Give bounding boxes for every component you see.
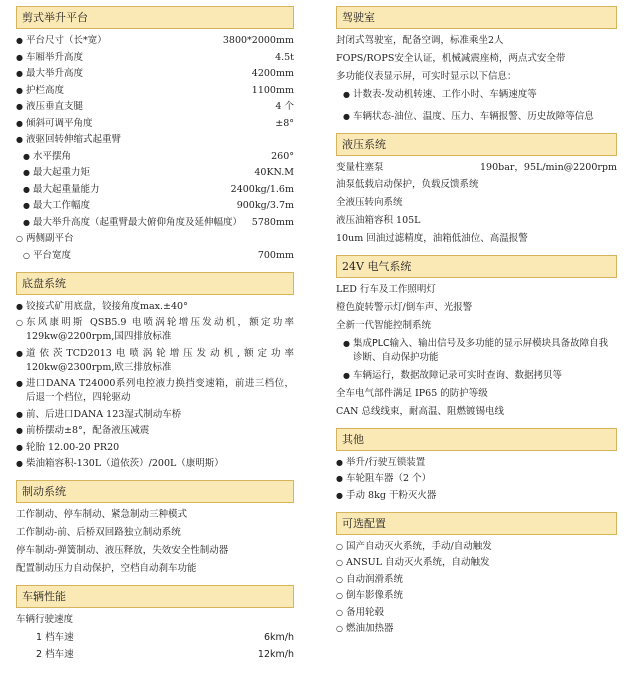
spec-value: 40KN.M <box>254 167 294 178</box>
spec-label: 水平摆角 <box>33 150 72 162</box>
list-item <box>336 540 617 554</box>
electrical-lines-2 <box>336 387 617 419</box>
list-item-text: 前、后进口DANA 123湿式制动车桥 <box>26 408 182 420</box>
hollow-bullet-icon: ○ <box>23 250 30 260</box>
spec-value: 1100mm <box>251 84 294 96</box>
filled-bullet-icon: ● <box>16 301 23 311</box>
list-item-text: 轮胎 12.00-20 PR20 <box>26 441 120 453</box>
list-item-text: 车轮阻车器（2 个） <box>346 473 432 484</box>
cab-section <box>336 6 617 124</box>
list-item <box>336 489 617 503</box>
filled-bullet-icon: ● <box>16 52 23 62</box>
text-line: 封闭式驾驶室，配备空调，标准乘坐2人 <box>336 35 504 46</box>
filled-bullet-icon: ● <box>16 426 23 435</box>
spec-value: 5780mm <box>251 216 294 228</box>
spec-row <box>16 84 294 98</box>
filled-bullet-icon: ● <box>16 379 23 388</box>
section-header-platform: 剪式举升平台 <box>16 6 294 29</box>
list-item-text: 手动 8kg 干粉灭火器 <box>346 489 437 501</box>
cab-lines <box>336 34 617 84</box>
spec-value: 2400kg/1.6m <box>230 183 294 195</box>
filled-bullet-icon: ● <box>336 490 343 500</box>
list-item <box>16 377 294 405</box>
filled-bullet-icon: ● <box>23 201 30 210</box>
section-header-brake: 制动系统 <box>16 480 294 503</box>
spec-row <box>16 232 294 246</box>
list-item-text: ANSUL 自动灭火系统，自动触发 <box>346 557 490 568</box>
spec-row <box>16 67 294 81</box>
spec-row <box>16 133 294 147</box>
gear-value: 12km/h <box>257 648 294 660</box>
hydraulic-section <box>336 133 617 246</box>
text-line: 配置制动压力自动保护，空档自动刹车功能 <box>16 563 197 574</box>
list-item-text: 东风康明斯 QSB5.9 电喷涡轮增压发动机，额定功率129kw@2200rpm,国四排放标准 <box>26 317 294 342</box>
hollow-bullet-icon: ○ <box>336 624 343 633</box>
spec-value: 4200mm <box>251 68 294 79</box>
list-item-text: 集成PLC输入、输出信号及多功能的显示屏模块具备故障自我诊断、自动保护功能 <box>353 337 609 363</box>
list-item <box>336 369 617 383</box>
filled-bullet-icon: ● <box>343 112 350 121</box>
text-line: 橙色旋转警示灯/倒车声、光报警 <box>336 301 473 313</box>
text-line: 多功能仪表显示屏，可实时显示以下信息： <box>336 71 517 82</box>
list-item <box>16 408 294 422</box>
spec-row <box>16 199 294 213</box>
cab-display-items <box>336 88 617 124</box>
list-item <box>336 88 617 102</box>
hollow-bullet-icon: ○ <box>336 607 343 617</box>
spec-value: 3800*2000mm <box>222 35 294 46</box>
chassis-spec-list <box>16 300 294 472</box>
filled-bullet-icon: ● <box>23 168 30 177</box>
spec-row <box>16 51 294 65</box>
list-item <box>336 337 617 365</box>
filled-bullet-icon: ● <box>16 85 23 95</box>
spec-label: 平台尺寸（长*宽） <box>26 35 107 46</box>
platform-section <box>16 6 294 263</box>
text-line: 全液压转向系统 <box>336 196 403 208</box>
gear-value: 6km/h <box>263 632 294 643</box>
section-header-other: 其他 <box>336 428 617 451</box>
list-item <box>16 316 294 344</box>
filled-bullet-icon: ● <box>16 348 23 358</box>
spec-value: 900kg/3.7m <box>236 200 294 211</box>
spec-label: 倾斜可调平角度 <box>26 117 93 129</box>
section-header-optional: 可选配置 <box>336 512 617 535</box>
list-item-text: 计数表-发动机转速、工作小时、车辆速度等 <box>353 89 537 100</box>
text-line: 全新一代智能控制系统 <box>336 319 432 331</box>
list-item <box>336 456 617 470</box>
list-item-text: 自动润滑系统 <box>346 573 404 585</box>
spec-label: 最大举升高度（起重臂最大俯仰角度及延伸幅度） <box>33 216 243 228</box>
spec-label: 最大举升高度 <box>26 68 84 79</box>
text-line: 10um 回油过滤精度，油箱低油位、高温报警 <box>336 232 528 244</box>
spec-label: 平台宽度 <box>33 249 72 261</box>
filled-bullet-icon: ● <box>16 409 23 419</box>
hollow-bullet-icon: ○ <box>336 558 343 567</box>
electrical-items <box>336 337 617 383</box>
list-item-text: 车辆运行，数据故障记录可实时查询、数据拷贝等 <box>353 369 563 381</box>
filled-bullet-icon: ● <box>16 118 23 128</box>
spec-label: 最大起重力矩 <box>33 167 91 178</box>
hollow-bullet-icon: ○ <box>16 234 23 243</box>
list-item <box>16 441 294 455</box>
text-line: 停车制动-弹簧制动、液压释放，失效安全性制动器 <box>16 545 229 556</box>
list-item <box>16 424 294 438</box>
spec-row <box>16 34 294 48</box>
gear-label: 1 档车速 <box>36 632 74 643</box>
hydraulic-lines <box>336 178 617 246</box>
spec-label: 液驱回转伸缩式起重臂 <box>26 134 122 145</box>
list-item <box>336 606 617 620</box>
platform-spec-list <box>16 34 294 263</box>
list-item <box>16 300 294 314</box>
spec-value: 700mm <box>257 249 294 261</box>
pump-label: 变量柱塞泵 <box>336 162 384 173</box>
filled-bullet-icon: ● <box>336 457 343 467</box>
text-line: 全车电气部件满足 IP65 的防护等级 <box>336 387 488 399</box>
text-line: LED 行车及工作照明灯 <box>336 283 436 295</box>
list-item-text: 柴油箱容积-130L（道依茨）/200L（康明斯） <box>26 458 224 469</box>
text-line: 液压油箱容积 105L <box>336 214 421 226</box>
brake-section <box>16 480 294 576</box>
gear-row <box>16 631 294 645</box>
spec-label: 最大工作幅度 <box>33 200 91 211</box>
filled-bullet-icon: ● <box>343 370 350 380</box>
spec-row <box>16 150 294 164</box>
optional-section <box>336 512 617 637</box>
gear-label: 2 档车速 <box>36 648 74 660</box>
left-column <box>16 6 294 671</box>
speed-label: 车辆行驶速度 <box>16 614 74 625</box>
section-header-cab: 驾驶室 <box>336 6 617 29</box>
spec-row <box>16 166 294 180</box>
section-header-chassis: 底盘系统 <box>16 272 294 295</box>
filled-bullet-icon: ● <box>343 90 350 99</box>
text-line: CAN 总线线束，耐高温、阻燃镀锡电线 <box>336 405 504 417</box>
list-item <box>16 347 294 375</box>
list-item-text: 车辆状态-油位、温度、压力、车辆报警、历史故障等信息 <box>353 111 594 122</box>
list-item <box>336 622 617 636</box>
section-header-electrical: 24V 电气系统 <box>336 255 617 278</box>
spec-row <box>16 183 294 197</box>
spec-row <box>16 216 294 230</box>
filled-bullet-icon: ● <box>343 338 350 348</box>
electrical-lines <box>336 283 617 333</box>
spec-value: ±8° <box>275 117 294 129</box>
filled-bullet-icon: ● <box>16 36 23 45</box>
list-item-text: 前桥摆动±8°，配备液压减震 <box>26 425 150 436</box>
text-line: 工作制动-前、后桥双回路独立制动系统 <box>16 527 181 538</box>
filled-bullet-icon: ● <box>16 102 23 111</box>
list-item-text: 燃油加热器 <box>346 623 394 634</box>
spec-row <box>16 249 294 263</box>
pump-row <box>336 161 617 175</box>
text-line: 工作制动、停车制动、紧急制动三种模式 <box>16 509 188 520</box>
spec-label: 护栏高度 <box>26 84 65 96</box>
list-item-text: 进口DANA T24000系列电控液力换挡变速箱，前进三档位，后退一个档位，四轮驱动 <box>26 378 294 403</box>
filled-bullet-icon: ● <box>16 69 23 78</box>
pump-value: 190bar，95L/min@2200rpm <box>480 162 617 173</box>
list-item <box>336 472 617 486</box>
section-header-hydraulic: 液压系统 <box>336 133 617 156</box>
hollow-bullet-icon: ○ <box>16 318 23 327</box>
spec-value: 260° <box>271 150 294 162</box>
gear-speed-list <box>16 631 294 662</box>
list-item-text: 国产自动灭火系统，手动/自动触发 <box>346 540 492 552</box>
spec-value: 4.5t <box>275 51 294 63</box>
list-item <box>336 110 617 124</box>
hollow-bullet-icon: ○ <box>336 574 343 584</box>
spec-row <box>16 100 294 114</box>
text-line: FOPS/ROPS安全认证，机械减震座椅，两点式安全带 <box>336 53 566 64</box>
spec-label: 车厢举升高度 <box>26 51 84 63</box>
list-item <box>336 589 617 603</box>
filled-bullet-icon: ● <box>16 442 23 452</box>
electrical-section <box>336 255 617 419</box>
hollow-bullet-icon: ○ <box>336 541 343 551</box>
hollow-bullet-icon: ○ <box>336 591 343 600</box>
optional-items <box>336 540 617 637</box>
brake-spec-list <box>16 508 294 576</box>
filled-bullet-icon: ● <box>23 184 30 194</box>
spec-label: 两侧副平台 <box>26 233 74 244</box>
right-column <box>336 6 617 645</box>
vehicle-section <box>16 585 294 662</box>
list-item <box>336 573 617 587</box>
filled-bullet-icon: ● <box>16 459 23 468</box>
filled-bullet-icon: ● <box>23 217 30 227</box>
list-item <box>336 556 617 570</box>
spec-row <box>16 117 294 131</box>
section-header-vehicle: 车辆性能 <box>16 585 294 608</box>
other-section <box>336 428 617 503</box>
filled-bullet-icon: ● <box>23 151 30 161</box>
list-item-text: 道依茨TCD2013电喷涡轮增压发动机,额定功率120kw@2300rpm,欧三排放标准 <box>26 347 294 373</box>
other-items <box>336 456 617 503</box>
text-line: 油泵低载启动保护，负载反馈系统 <box>336 178 479 190</box>
filled-bullet-icon: ● <box>16 135 23 144</box>
spec-label: 最大起重量能力 <box>33 183 100 195</box>
spec-value: 4 个 <box>275 101 294 112</box>
spec-label: 液压垂直支腿 <box>26 101 84 112</box>
gear-row <box>16 648 294 662</box>
filled-bullet-icon: ● <box>336 474 343 483</box>
list-item <box>16 457 294 471</box>
list-item-text: 备用轮毂 <box>346 606 385 618</box>
list-item-text: 铰接式矿用底盘，铰接角度max.±40° <box>26 300 188 312</box>
chassis-section <box>16 272 294 472</box>
list-item-text: 倒车影像系统 <box>346 590 404 601</box>
list-item-text: 举升/行驶互锁装置 <box>346 456 426 468</box>
